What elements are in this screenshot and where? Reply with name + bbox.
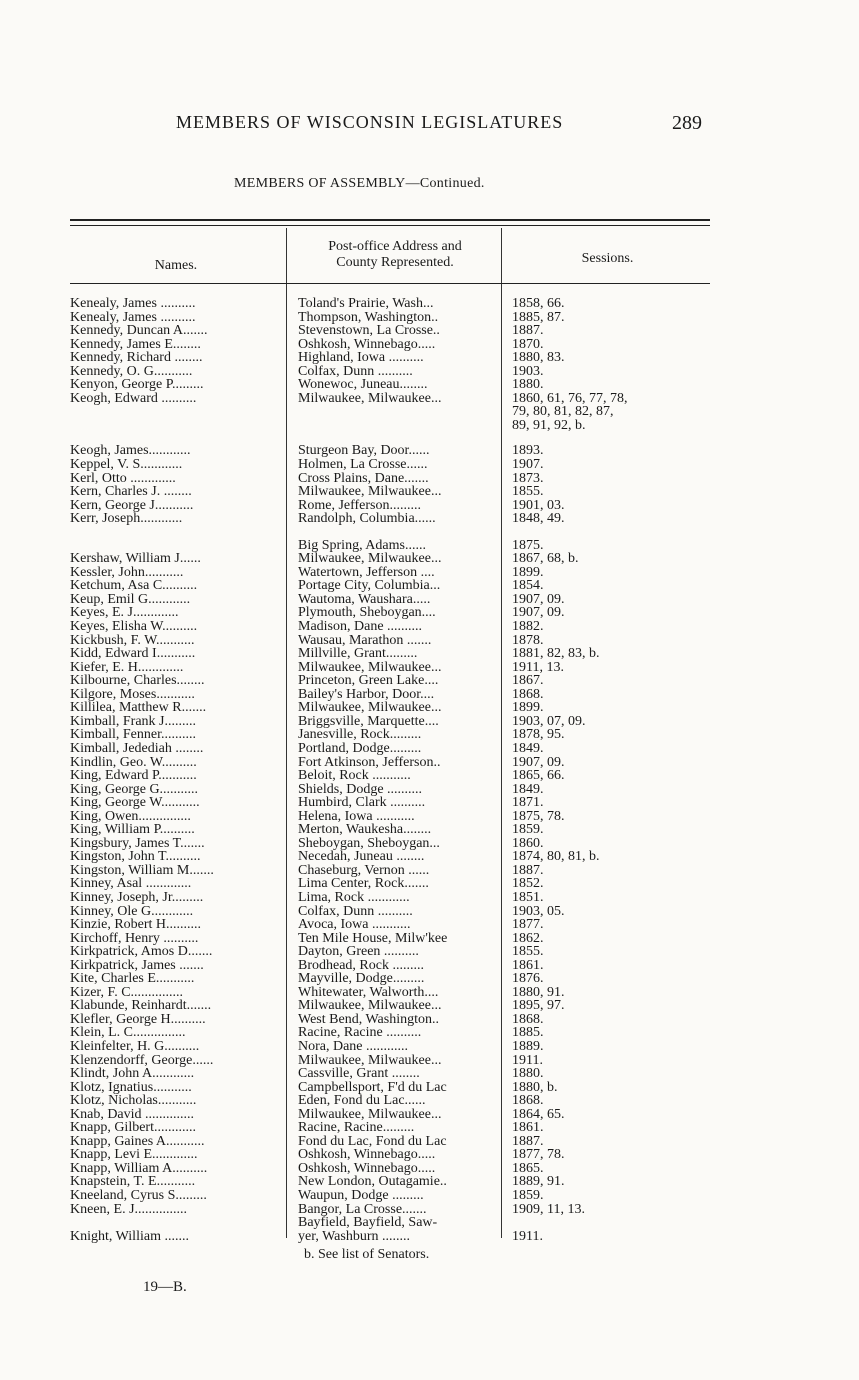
member-name: Kneeland, Cyrus S......... — [70, 1189, 207, 1203]
table-row — [0, 444, 859, 458]
sessions-list: 1860. — [512, 836, 544, 851]
post-office-address: Wonewoc, Juneau........ — [298, 378, 428, 392]
member-name: Kiefer, E. H............. — [70, 660, 184, 675]
sessions-list: 1885, 87. — [512, 310, 565, 325]
member-name: Kessler, John........... — [70, 565, 184, 580]
post-office-address: Oshkosh, Winnebago..... — [298, 337, 436, 352]
post-office-address: Lima, Rock ............ — [298, 890, 410, 905]
sessions-list: 1880. — [512, 1067, 544, 1081]
sessions-list: 1873. — [512, 471, 544, 486]
table-row — [0, 850, 859, 864]
post-office-address: Bayfield, Bayfield, Saw- — [298, 1216, 438, 1230]
sessions-list: 1887. — [512, 1134, 544, 1149]
sessions-list: 1907. — [512, 458, 544, 472]
table-row — [0, 1081, 859, 1095]
table-row — [0, 351, 859, 365]
table-row — [0, 512, 859, 526]
sessions-list: 1875. — [512, 538, 544, 553]
post-office-address: Campbellsport, F'd du Lac — [298, 1080, 447, 1095]
sessions-list: 1851. — [512, 890, 544, 905]
sessions-list: 1874, 80, 81, b. — [512, 850, 600, 864]
member-name: Kirkpatrick, James ....... — [70, 958, 204, 973]
sessions-list: 1849. — [512, 741, 544, 756]
member-name: King, William P.......... — [70, 823, 195, 837]
sessions-list: 1877. — [512, 918, 544, 932]
table-row — [0, 593, 859, 607]
sessions-list: 1875, 78. — [512, 809, 565, 824]
post-office-address: Cross Plains, Dane....... — [298, 471, 429, 486]
post-office-address: yer, Washburn ........ — [298, 1229, 410, 1244]
table-row — [0, 539, 859, 553]
post-office-address: Bailey's Harbor, Door.... — [298, 687, 435, 702]
table-row — [0, 999, 859, 1013]
post-office-address: Thompson, Washington.. — [298, 310, 439, 325]
member-name: Klein, L. C............... — [70, 1026, 186, 1040]
post-office-address: Rome, Jefferson......... — [298, 498, 421, 513]
header-post-office — [290, 239, 500, 271]
post-office-address: Colfax, Dunn .......... — [298, 364, 413, 379]
post-office-address: Milwaukee, Milwaukee... — [298, 701, 442, 715]
post-office-address: Oshkosh, Winnebago..... — [298, 1161, 436, 1176]
post-office-address: Milwaukee, Milwaukee... — [298, 391, 442, 406]
post-office-address: Eden, Fond du Lac...... — [298, 1094, 426, 1108]
member-name: Klenzendorff, George...... — [70, 1053, 214, 1068]
table-row — [0, 769, 859, 783]
sessions-list: 1880, 83. — [512, 351, 565, 365]
member-name: King, George W........... — [70, 796, 200, 810]
sessions-list: 1867. — [512, 674, 544, 688]
member-name: Kirchoff, Henry .......... — [70, 931, 199, 946]
table-row — [0, 1013, 859, 1027]
table-row — [0, 566, 859, 580]
member-name: Kimball, Frank J......... — [70, 714, 196, 729]
sessions-list: 1854. — [512, 579, 544, 593]
member-name: Keppel, V. S............ — [70, 458, 183, 472]
sessions-list: 1852. — [512, 877, 544, 891]
table-row — [0, 701, 859, 715]
post-office-address: Avoca, Iowa ........... — [298, 918, 411, 932]
sessions-list: 1868. — [512, 687, 544, 702]
post-office-address: Madison, Dane .......... — [298, 620, 423, 634]
sessions-list: 1907, 09. — [512, 606, 565, 621]
header-rule — [70, 283, 710, 284]
member-name: Kingston, William M....... — [70, 863, 214, 878]
member-table — [0, 297, 859, 1243]
sessions-list: 1868. — [512, 1012, 544, 1027]
sessions-list: 1862. — [512, 931, 544, 946]
post-office-address: Watertown, Jefferson .... — [298, 565, 435, 580]
table-row — [0, 959, 859, 973]
member-name: Kindlin, Geo. W.......... — [70, 755, 197, 770]
member-name: Kern, George J........... — [70, 498, 194, 513]
member-name: Klotz, Nicholas........... — [70, 1094, 197, 1108]
member-name: Kingston, John T.......... — [70, 850, 201, 864]
sessions-list: 1878. — [512, 633, 544, 648]
table-row — [0, 1203, 859, 1217]
table-row — [0, 986, 859, 1000]
sessions-list: 1889, 91. — [512, 1175, 565, 1189]
table-row — [0, 918, 859, 932]
table-row — [0, 1121, 859, 1135]
table-row — [0, 864, 859, 878]
member-name: Kilbourne, Charles........ — [70, 674, 205, 688]
post-office-address: Lima Center, Rock....... — [298, 877, 429, 891]
table-top-rule-thin — [70, 225, 710, 226]
post-office-address: Milwaukee, Milwaukee... — [298, 999, 442, 1013]
sessions-list: 1881, 82, 83, b. — [512, 647, 600, 661]
sessions-list: 1887. — [512, 863, 544, 878]
post-office-address: Randolph, Columbia...... — [298, 512, 436, 526]
sessions-list: 1859. — [512, 1189, 544, 1203]
member-name: Keyes, Elisha W.......... — [70, 620, 198, 634]
post-office-address: Oshkosh, Winnebago..... — [298, 1148, 436, 1162]
member-name: Kidd, Edward I........... — [70, 647, 196, 661]
post-office-address: Milwaukee, Milwaukee... — [298, 1053, 442, 1068]
post-office-address: Merton, Waukesha........ — [298, 823, 432, 837]
member-name: Ketchum, Asa C.......... — [70, 579, 198, 593]
table-row — [0, 1148, 859, 1162]
member-name: Kimball, Fenner.......... — [70, 728, 196, 742]
sessions-list: 1880. — [512, 378, 544, 392]
member-name: Kinzie, Robert H.......... — [70, 918, 202, 932]
post-office-address: Fond du Lac, Fond du Lac — [298, 1134, 447, 1149]
post-office-address: New London, Outagamie.. — [298, 1175, 447, 1189]
member-name: Kenealy, James .......... — [70, 297, 196, 311]
sessions-list: 1882. — [512, 620, 544, 634]
post-office-address: Big Spring, Adams...... — [298, 538, 426, 553]
table-row — [0, 674, 859, 688]
signature-mark: 19—B. — [143, 1279, 187, 1295]
post-office-address: Fort Atkinson, Jefferson.. — [298, 755, 441, 770]
sessions-list: 1880, b. — [512, 1080, 558, 1095]
sessions-list: 1848, 49. — [512, 512, 565, 526]
member-name: Knab, David .............. — [70, 1107, 195, 1122]
member-name: Keogh, James............ — [70, 444, 191, 459]
post-office-address: Colfax, Dunn .......... — [298, 904, 413, 919]
sessions-list: 1865, 66. — [512, 769, 565, 783]
table-row — [0, 606, 859, 620]
member-name: Klefler, George H.......... — [70, 1012, 206, 1027]
member-name: King, George G........... — [70, 782, 199, 797]
post-office-address: Wausau, Marathon ....... — [298, 633, 432, 648]
table-row — [0, 783, 859, 797]
sessions-list: 1878, 95. — [512, 728, 565, 742]
member-name: Kizer, F. C............... — [70, 985, 184, 1000]
table-row — [0, 796, 859, 810]
member-name: Kingsbury, James T....... — [70, 836, 205, 851]
table-row — [0, 972, 859, 986]
table-row — [0, 728, 859, 742]
post-office-address: Plymouth, Sheboygan.... — [298, 606, 436, 621]
sessions-list: 1885. — [512, 1026, 544, 1040]
member-name: Keyes, E. J............. — [70, 606, 179, 621]
header-post-office-line2: County Represented. — [336, 255, 454, 270]
member-name: Kneen, E. J............... — [70, 1202, 188, 1217]
table-row — [0, 1026, 859, 1040]
member-name: Kinney, Ole G............ — [70, 904, 194, 919]
table-row — [0, 1189, 859, 1203]
sessions-list: 1871. — [512, 796, 544, 810]
sessions-list: 1855. — [512, 945, 544, 959]
member-name: King, Owen............... — [70, 809, 191, 824]
sessions-list: 1864, 65. — [512, 1107, 565, 1122]
sessions-list: 1899. — [512, 565, 544, 580]
table-row — [0, 620, 859, 634]
sessions-list: 1870. — [512, 337, 544, 352]
post-office-address: Sheboygan, Sheboygan... — [298, 836, 440, 851]
sessions-list: 1877, 78. — [512, 1148, 565, 1162]
sessions-list: 1868. — [512, 1094, 544, 1108]
section-subtitle: MEMBERS OF ASSEMBLY—Continued. — [234, 176, 485, 191]
member-name: Kennedy, O. G........... — [70, 364, 193, 379]
table-row — [0, 810, 859, 824]
post-office-address: Highland, Iowa .......... — [298, 351, 424, 365]
post-office-address: Princeton, Green Lake.... — [298, 674, 439, 688]
member-name: Knapp, Gilbert............ — [70, 1121, 196, 1135]
running-head: MEMBERS OF WISCONSIN LEGISLATURES — [176, 112, 564, 132]
table-row — [0, 688, 859, 702]
table-row — [0, 579, 859, 593]
table-row — [0, 472, 859, 486]
sessions-list: 1911. — [512, 1053, 543, 1068]
sessions-list: 1903. — [512, 364, 544, 379]
post-office-address: Beloit, Rock ........... — [298, 769, 411, 783]
table-top-rule — [70, 219, 710, 221]
table-row — [0, 1230, 859, 1244]
post-office-address: Ten Mile House, Milw'kee — [298, 931, 448, 946]
sessions-list: 1876. — [512, 972, 544, 986]
table-row — [0, 1135, 859, 1149]
post-office-address: Milwaukee, Milwaukee... — [298, 660, 442, 675]
header-post-office-line1: Post-office Address and — [328, 239, 462, 254]
sessions-list: 1899. — [512, 701, 544, 715]
table-row — [0, 945, 859, 959]
sessions-list: 1907, 09. — [512, 592, 565, 607]
member-name: Killilea, Matthew R....... — [70, 701, 207, 715]
sessions-list: 1867, 68, b. — [512, 552, 579, 566]
member-name: Kerl, Otto ............. — [70, 471, 176, 486]
post-office-address: Wautoma, Waushara..... — [298, 592, 431, 607]
table-row — [0, 392, 859, 433]
table-row — [0, 1108, 859, 1122]
table-row — [0, 1054, 859, 1068]
post-office-address: Humbird, Clark .......... — [298, 796, 426, 810]
member-name: Kennedy, James E........ — [70, 337, 201, 352]
sessions-list: 1903, 07, 09. — [512, 714, 586, 729]
table-row — [0, 1162, 859, 1176]
member-name: Knapp, Gaines A........... — [70, 1134, 205, 1149]
sessions-list: 1855. — [512, 485, 544, 499]
post-office-address: Helena, Iowa ........... — [298, 809, 415, 824]
table-row — [0, 891, 859, 905]
member-name: Kite, Charles E........... — [70, 972, 195, 986]
table-row — [0, 932, 859, 946]
sessions-list: 1865. — [512, 1161, 544, 1176]
post-office-address: Portage City, Columbia... — [298, 579, 441, 593]
post-office-address: Bangor, La Crosse....... — [298, 1202, 427, 1217]
table-row — [0, 552, 859, 566]
table-row — [0, 823, 859, 837]
member-name: Kickbush, F. W........... — [70, 633, 195, 648]
table-row — [0, 742, 859, 756]
sessions-list: 1880, 91. — [512, 985, 565, 1000]
table-row — [0, 837, 859, 851]
table-row — [0, 1175, 859, 1189]
sessions-list: 1903, 05. — [512, 904, 565, 919]
table-row — [0, 499, 859, 513]
member-name: Kershaw, William J...... — [70, 552, 201, 566]
member-name: Knapstein, T. E........... — [70, 1175, 196, 1189]
member-name: Keogh, Edward .......... — [70, 391, 197, 406]
table-row — [0, 338, 859, 352]
sessions-list: 1861. — [512, 1121, 544, 1135]
table-row — [0, 311, 859, 325]
post-office-address: Sturgeon Bay, Door...... — [298, 444, 430, 459]
sessions-list: 1911. — [512, 1229, 543, 1244]
sessions-list: 1909, 11, 13. — [512, 1202, 585, 1217]
post-office-address: Mayville, Dodge......... — [298, 972, 425, 986]
post-office-address: Whitewater, Walworth.... — [298, 985, 439, 1000]
member-name: Kirkpatrick, Amos D....... — [70, 945, 213, 959]
member-name: Keup, Emil G............ — [70, 592, 191, 607]
table-row — [0, 485, 859, 499]
post-office-address: Janesville, Rock......... — [298, 728, 422, 742]
post-office-address: West Bend, Washington.. — [298, 1012, 439, 1027]
table-row — [0, 1040, 859, 1054]
table-row — [0, 378, 859, 392]
post-office-address: Brodhead, Rock ......... — [298, 958, 424, 973]
sessions-list: 1895, 97. — [512, 999, 565, 1013]
post-office-address: Racine, Racine......... — [298, 1121, 415, 1135]
post-office-address: Toland's Prairie, Wash... — [298, 297, 434, 311]
member-name: King, Edward P........... — [70, 769, 197, 783]
post-office-address: Shields, Dodge .......... — [298, 782, 423, 797]
post-office-address: Waupun, Dodge ......... — [298, 1189, 424, 1203]
post-office-address: Cassville, Grant ........ — [298, 1067, 420, 1081]
post-office-address: Necedah, Juneau ........ — [298, 850, 425, 864]
member-name: Kilgore, Moses........... — [70, 687, 195, 702]
post-office-address: Dayton, Green .......... — [298, 945, 419, 959]
sessions-list: 1860, 61, 76, 77, 78, 79, 80, 81, 82, 87, 89, 91, 92, b. — [512, 391, 628, 433]
member-name: Klotz, Ignatius........... — [70, 1080, 192, 1095]
post-office-address: Nora, Dane ............ — [298, 1039, 409, 1054]
post-office-address: Milwaukee, Milwaukee... — [298, 552, 442, 566]
sessions-list: 1907, 09. — [512, 755, 565, 770]
post-office-address: Briggsville, Marquette.... — [298, 714, 439, 729]
post-office-address: Milwaukee, Milwaukee... — [298, 1107, 442, 1122]
member-name: Kimball, Jedediah ........ — [70, 741, 204, 756]
sessions-list: 1889. — [512, 1039, 544, 1054]
sessions-list: 1911, 13. — [512, 660, 564, 675]
sessions-list: 1901, 03. — [512, 498, 565, 513]
member-name: Knapp, Levi E............. — [70, 1148, 198, 1162]
member-name: Kleinfelter, H. G.......... — [70, 1039, 200, 1054]
table-row — [0, 1094, 859, 1108]
post-office-address: Stevenstown, La Crosse.. — [298, 324, 440, 338]
member-name: Kennedy, Duncan A....... — [70, 324, 208, 338]
table-row — [0, 715, 859, 729]
sessions-list: 1858, 66. — [512, 297, 565, 311]
post-office-address: Millville, Grant......... — [298, 647, 418, 661]
member-name: Kern, Charles J. ........ — [70, 485, 192, 499]
post-office-address: Chaseburg, Vernon ...... — [298, 863, 430, 878]
member-name: Kerr, Joseph............ — [70, 512, 183, 526]
sessions-list: 1849. — [512, 782, 544, 797]
member-name: Kinney, Asal ............. — [70, 877, 192, 891]
table-row — [0, 877, 859, 891]
table-row — [0, 756, 859, 770]
member-name: Kennedy, Richard ........ — [70, 351, 203, 365]
table-row — [0, 905, 859, 919]
sessions-list: 1887. — [512, 324, 544, 338]
header-sessions: Sessions. — [581, 251, 634, 266]
sessions-list: 1861. — [512, 958, 544, 973]
table-row — [0, 458, 859, 472]
sessions-list: 1893. — [512, 444, 544, 459]
sessions-list: 1859. — [512, 823, 544, 837]
post-office-address: Racine, Racine .......... — [298, 1026, 422, 1040]
header-names: Names. — [154, 258, 198, 273]
member-name: Kenyon, George P......... — [70, 378, 204, 392]
table-row — [0, 324, 859, 338]
member-name: Klabunde, Reinhardt....... — [70, 999, 212, 1013]
table-row — [0, 647, 859, 661]
table-row — [0, 297, 859, 311]
table-row — [0, 1216, 859, 1230]
table-row — [0, 634, 859, 648]
member-name: Kenealy, James .......... — [70, 310, 196, 325]
page-number: 289 — [672, 112, 702, 134]
footnote: b. See list of Senators. — [304, 1247, 430, 1262]
member-name: Klindt, John A............ — [70, 1067, 195, 1081]
member-name: Kinney, Joseph, Jr......... — [70, 890, 204, 905]
table-row — [0, 1067, 859, 1081]
member-name: Knapp, William A.......... — [70, 1161, 208, 1176]
member-name: Knight, William ....... — [70, 1229, 189, 1244]
post-office-address: Portland, Dodge......... — [298, 741, 422, 756]
table-row — [0, 661, 859, 675]
table-row — [0, 365, 859, 379]
post-office-address: Holmen, La Crosse...... — [298, 458, 428, 472]
post-office-address: Milwaukee, Milwaukee... — [298, 485, 442, 499]
